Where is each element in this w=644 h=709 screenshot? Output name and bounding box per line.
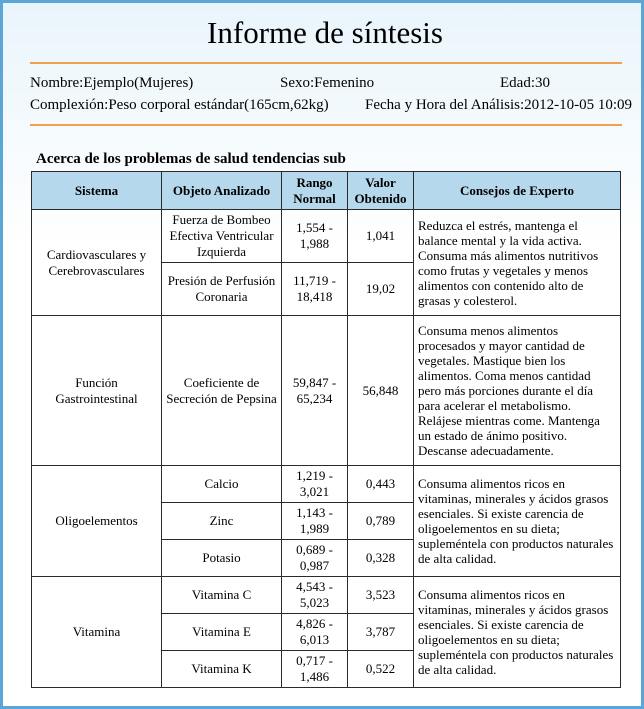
object-cell: Vitamina E: [162, 614, 282, 651]
value-cell: 0,522: [348, 651, 414, 688]
advice-cell: Reduzca el estrés, mantenga el balance mental y la vida activa. Consuma más alimentos nutritivos como frutas y vegetales y menos alimentos con contenido alto de grasas y colesterol.: [414, 210, 621, 316]
header-range: Rango Normal: [282, 172, 348, 210]
object-cell: Calcio: [162, 466, 282, 503]
range-cell: 59,847 - 65,234: [282, 316, 348, 466]
system-cell: Oligoelementos: [32, 466, 162, 577]
patient-age: Edad:30: [500, 75, 550, 91]
table-row: [32, 316, 621, 466]
system-cell: Cardiovasculares y Cerebrovasculares: [32, 210, 162, 316]
header-object: Objeto Analizado: [162, 172, 282, 210]
table-header-row: [32, 172, 621, 210]
report-title: Informe de síntesis: [207, 15, 443, 50]
advice-cell: Consuma alimentos ricos en vitaminas, minerales y ácidos grasos esenciales. Si existe carencia de oligoelementos en su dieta; supleméntela con productos naturales de alta calidad.: [414, 577, 621, 688]
header-value: Valor Obtenido: [348, 172, 414, 210]
object-cell: Vitamina C: [162, 577, 282, 614]
results-table: [31, 171, 621, 688]
value-cell: 1,041: [348, 210, 414, 263]
value-cell: 56,848: [348, 316, 414, 466]
patient-build: Complexión:Peso corporal estándar(165cm,62kg): [30, 97, 329, 113]
value-cell: 0,328: [348, 540, 414, 577]
value-cell: 3,523: [348, 577, 414, 614]
value-cell: 19,02: [348, 263, 414, 316]
range-cell: 0,689 - 0,987: [282, 540, 348, 577]
value-cell: 0,789: [348, 503, 414, 540]
range-cell: 1,143 - 1,989: [282, 503, 348, 540]
object-cell: Potasio: [162, 540, 282, 577]
system-cell: Función Gastrointestinal: [32, 316, 162, 466]
patient-sex: Sexo:Femenino: [280, 75, 375, 91]
divider-bottom: [30, 124, 622, 126]
value-cell: 0,443: [348, 466, 414, 503]
range-cell: 4,543 - 5,023: [282, 577, 348, 614]
section-title: Acerca de los problemas de salud tendencias sub: [36, 151, 346, 167]
range-cell: 0,717 - 1,486: [282, 651, 348, 688]
table-row: [32, 210, 621, 263]
advice-cell: Consuma menos alimentos procesados y mayor cantidad de vegetales. Mastique bien los alimentos. Coma menos cantidad pero más porciones durante el día para acelerar el metabolismo. Relájese mientras come. Mantenga un estado de ánimo positivo. Descanse adecuadamente.: [414, 316, 621, 466]
value-cell: 3,787: [348, 614, 414, 651]
analysis-datetime: Fecha y Hora del Análisis:2012-10-05 10:09: [365, 97, 633, 113]
object-cell: Presión de Perfusión Coronaria: [162, 263, 282, 316]
table-row: [32, 466, 621, 503]
system-cell: Vitamina: [32, 577, 162, 688]
patient-name: Nombre:Ejemplo(Mujeres): [30, 75, 194, 91]
header-system: Sistema: [32, 172, 162, 210]
table-row: [32, 577, 621, 614]
range-cell: 4,826 - 6,013: [282, 614, 348, 651]
advice-cell: Consuma alimentos ricos en vitaminas, minerales y ácidos grasos esenciales. Si existe carencia de oligoelementos en su dieta; supleméntela con productos naturales de alta calidad.: [414, 466, 621, 577]
range-cell: 11,719 - 18,418: [282, 263, 348, 316]
object-cell: Vitamina K: [162, 651, 282, 688]
range-cell: 1,219 - 3,021: [282, 466, 348, 503]
header-advice: Consejos de Experto: [414, 172, 621, 210]
range-cell: 1,554 - 1,988: [282, 210, 348, 263]
divider-top: [30, 62, 622, 64]
object-cell: Coeficiente de Secreción de Pepsina: [162, 316, 282, 466]
object-cell: Zinc: [162, 503, 282, 540]
object-cell: Fuerza de Bombeo Efectiva Ventricular Izquierda: [162, 210, 282, 263]
